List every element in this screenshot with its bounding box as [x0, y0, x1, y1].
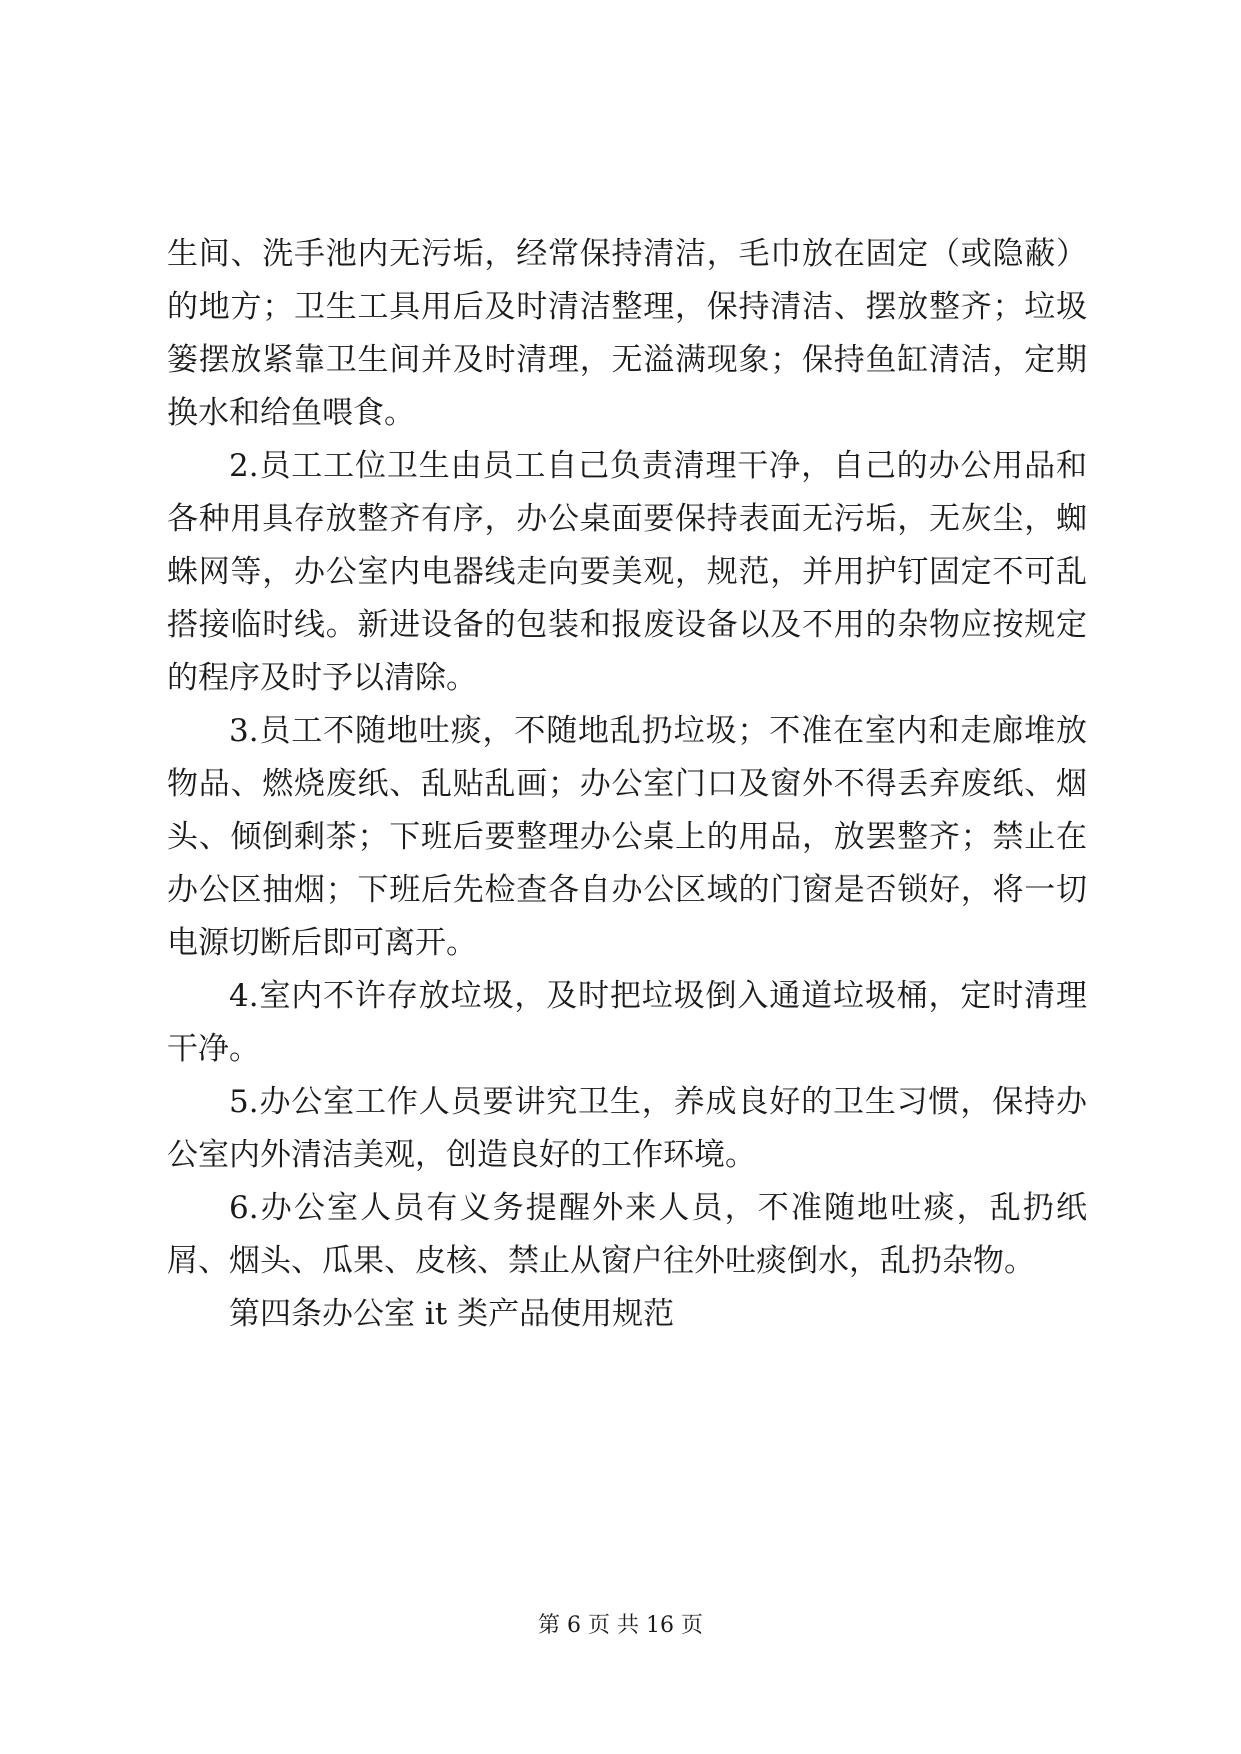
paragraph-continuation: 生间、洗手池内无污垢，经常保持清洁，毛巾放在固定（或隐蔽）的地方；卫生工具用后及时清洁整理，保持清洁、摆放整齐；垃圾篓摆放紧靠卫生间并及时清理，无溢满现象；保持鱼缸清洁，定期换水和给鱼喂食。	[167, 236, 1087, 431]
paragraph-item-4: 4.室内不许存放垃圾，及时把垃圾倒入通道垃圾桶，定时清理干净。	[167, 978, 1087, 1067]
page-footer: 第 6 页 共 16 页	[538, 1613, 703, 1638]
paragraph-item-5: 5.办公室工作人员要讲究卫生，养成良好的卫生习惯，保持办公室内外清洁美观，创造良好的工作环境。	[167, 1084, 1087, 1173]
paragraph-item-6: 6.办公室人员有义务提醒外来人员，不准随地吐痰，乱扔纸屑、烟头、瓜果、皮核、禁止从窗户往外吐痰倒水，乱扔杂物。	[167, 1190, 1087, 1279]
section-heading: 第四条办公室 it 类产品使用规范	[229, 1296, 675, 1332]
paragraph-item-2: 2.员工工位卫生由员工自己负责清理干净，自己的办公用品和各种用具存放整齐有序，办公桌面要保持表面无污垢，无灰尘，蜘蛛网等，办公室内电器线走向要美观，规范，并用护钉固定不可乱搭接临时线。新进设备的包装和报废设备以及不用的杂物应按规定的程序及时予以清除。	[167, 448, 1087, 696]
document-body	[167, 228, 1087, 1341]
paragraph-item-3: 3.员工不随地吐痰，不随地乱扔垃圾；不准在室内和走廊堆放物品、燃烧废纸、乱贴乱画；办公室门口及窗外不得丢弃废纸、烟头、倾倒剩茶；下班后要整理办公桌上的用品，放罢整齐；禁止在办公区抽烟；下班后先检查各自办公区域的门窗是否锁好，将一切电源切断后即可离开。	[167, 713, 1087, 961]
